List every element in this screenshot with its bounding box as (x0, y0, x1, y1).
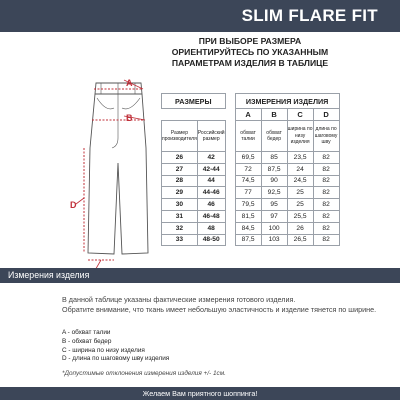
table-cell: 42-44 (197, 163, 225, 175)
heading-line: ПАРАМЕТРАМ ИЗДЕЛИЯ В ТАБЛИЦЕ (171, 58, 329, 68)
table-cell: 69,5 (235, 152, 261, 164)
label-a: A (126, 78, 133, 88)
fit-title: SLIM FLARE FIT (241, 6, 378, 25)
description-paragraph: В данной таблице указаны фактические измерения готового изделия. (62, 295, 296, 304)
table-cell: 33 (162, 234, 198, 246)
table-cell: 25,5 (287, 210, 313, 222)
table-cell: 29 (162, 187, 198, 199)
table-cell: 90 (261, 175, 287, 187)
table-cell: 46 (197, 199, 225, 211)
table-cell: 48 (197, 222, 225, 234)
table-cell: 82 (313, 234, 339, 246)
table-cell: 82 (313, 163, 339, 175)
table-cell: 42 (197, 152, 225, 164)
table-row (162, 210, 340, 222)
table-cell: 48-50 (197, 234, 225, 246)
table-cell: 82 (313, 187, 339, 199)
table-cell: 26 (287, 222, 313, 234)
table-cell: 28 (162, 175, 198, 187)
table-row (162, 234, 340, 246)
heading-line: ПРИ ВЫБОРЕ РАЗМЕРА (198, 36, 302, 46)
table-cell: 85 (261, 152, 287, 164)
description (62, 295, 392, 314)
heading-line: ОРИЕНТИРУЙТЕСЬ ПО УКАЗАННЫМ (171, 47, 329, 57)
table-row (162, 175, 340, 187)
table-cell: 100 (261, 222, 287, 234)
table-cell: 82 (313, 152, 339, 164)
label-b: B (126, 113, 133, 123)
header-hips: обхват бедер (261, 121, 287, 152)
col-letter-a: A (235, 109, 261, 121)
table-cell: 44-46 (197, 187, 225, 199)
measurements-bar (0, 268, 400, 283)
table-cell: 81,5 (235, 210, 261, 222)
table-cell: 72 (235, 163, 261, 175)
table-cell: 27 (162, 163, 198, 175)
header-producer-size: Размер производителя (162, 121, 198, 152)
table-cell: 82 (313, 175, 339, 187)
table-cell: 26,5 (287, 234, 313, 246)
table-cell: 31 (162, 210, 198, 222)
col-letter-d: D (313, 109, 339, 121)
jeans-drawing-icon (6, 78, 156, 278)
tolerance-note: *Допустимые отклонения измерения изделия +/- 1см. (62, 370, 226, 377)
size-table-body (162, 152, 340, 246)
table-cell: 87,5 (261, 163, 287, 175)
table-cell: 32 (162, 222, 198, 234)
header-bar (0, 0, 400, 32)
table-cell: 25 (287, 187, 313, 199)
table-cell: 95 (261, 199, 287, 211)
table-cell: 87,5 (235, 234, 261, 246)
measurement-legend (62, 329, 169, 364)
table-row (162, 222, 340, 234)
legend-item: D - длина по шаговому шву изделия (62, 355, 170, 363)
header-russian-size: Российский размер (197, 121, 225, 152)
measure-group-header: ИЗМЕРЕНИЯ ИЗДЕЛИЯ (235, 94, 339, 109)
table-cell: 79,5 (235, 199, 261, 211)
table-row (162, 152, 340, 164)
table-cell: 82 (313, 222, 339, 234)
table-cell: 25 (287, 199, 313, 211)
table-cell: 82 (313, 199, 339, 211)
footer-text: Желаем Вам приятного шоппинга! (142, 389, 258, 398)
table-cell: 44 (197, 175, 225, 187)
table-cell: 82 (313, 210, 339, 222)
size-guide-heading (100, 36, 400, 69)
description-paragraph: Обратите внимание, что ткань имеет небольшую эластичность и изделие тянется по ширине. (62, 304, 377, 314)
header-inseam: длина по шаговому шву (313, 121, 339, 152)
legend-item: B - обхват бедер (62, 337, 112, 345)
table-cell: 30 (162, 199, 198, 211)
label-d: D (70, 200, 77, 210)
legend-item: C - ширина по низу изделия (62, 346, 145, 354)
table-cell: 84,5 (235, 222, 261, 234)
table-cell: 74,5 (235, 175, 261, 187)
size-table (161, 93, 340, 246)
col-letter-c: C (287, 109, 313, 121)
table-cell: 23,5 (287, 152, 313, 164)
col-letter-b: B (261, 109, 287, 121)
table-cell: 103 (261, 234, 287, 246)
measurements-title: Измерения изделия (8, 270, 90, 280)
header-waist: обхват талии (235, 121, 261, 152)
table-cell: 24 (287, 163, 313, 175)
table-cell: 77 (235, 187, 261, 199)
table-cell: 24,5 (287, 175, 313, 187)
header-hem: ширина по низу изделия (287, 121, 313, 152)
table-row (162, 163, 340, 175)
table-cell: 92,5 (261, 187, 287, 199)
sizes-group-header: РАЗМЕРЫ (162, 94, 226, 109)
footer-bar (0, 387, 400, 400)
table-row (162, 187, 340, 199)
table-cell: 97 (261, 210, 287, 222)
table-cell: 46-48 (197, 210, 225, 222)
table-row (162, 199, 340, 211)
table-cell: 26 (162, 152, 198, 164)
legend-item: A - обхват талии (62, 329, 111, 336)
